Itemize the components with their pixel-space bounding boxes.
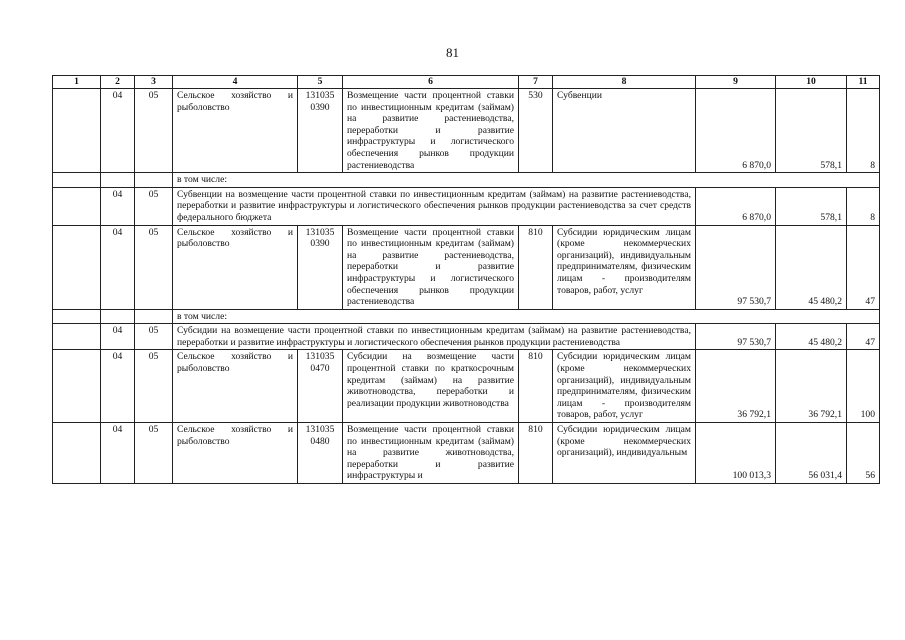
- section-name: Сельское хозяйство и рыболовство: [173, 350, 298, 423]
- planned-amount: 6 870,0: [696, 89, 776, 173]
- subsection-code: 05: [135, 225, 173, 309]
- executed-amount: 578,1: [776, 89, 847, 173]
- planned-amount: 36 792,1: [696, 350, 776, 423]
- section-name: Сельское хозяйство и рыболовство: [173, 225, 298, 309]
- expense-type-code: 810: [519, 350, 553, 423]
- section-code: 04: [101, 324, 135, 350]
- section-name: Сельское хозяйство и рыболовство: [173, 423, 298, 484]
- expense-type-name: Субвенции: [553, 89, 696, 173]
- executed-amount: 45 480,2: [776, 324, 847, 350]
- column-header: 4: [173, 76, 298, 89]
- executed-amount: 56 031,4: [776, 423, 847, 484]
- including-row: [53, 173, 880, 188]
- planned-amount: 6 870,0: [696, 187, 776, 225]
- column-header: 2: [101, 76, 135, 89]
- subsection-code: 05: [135, 350, 173, 423]
- executed-amount: 578,1: [776, 187, 847, 225]
- column-header: 11: [847, 76, 880, 89]
- including-label: в том числе:: [173, 173, 880, 188]
- section-code: 04: [101, 187, 135, 225]
- planned-amount: 100 013,3: [696, 423, 776, 484]
- column-header: 10: [776, 76, 847, 89]
- column-header: 1: [53, 76, 101, 89]
- planned-amount: 97 530,7: [696, 324, 776, 350]
- execution-percent: 47: [847, 225, 880, 309]
- section-name: Сельское хозяйство и рыболовство: [173, 89, 298, 173]
- planned-amount: 97 530,7: [696, 225, 776, 309]
- execution-percent: 47: [847, 324, 880, 350]
- budget-table: [52, 75, 880, 484]
- execution-percent: 8: [847, 89, 880, 173]
- detail-description: Субсидии на возмещение части процентной ставки по инвестиционным кредитам (займам) на развитие растениеводства, переработки и развитие инфраструктуры и логистического обеспечения рынков продукции растениеводства: [173, 324, 696, 350]
- subsection-code: 05: [135, 89, 173, 173]
- table-row: [53, 350, 880, 423]
- column-header: 5: [298, 76, 343, 89]
- expense-type-name: Субсидии юридическим лицам (кроме некоммерческих организаций), индивидуальным: [553, 423, 696, 484]
- table-row: [53, 225, 880, 309]
- expense-type-name: Субсидии юридическим лицам (кроме некоммерческих организаций), индивидуальным предпринимателям, физическим лицам - производителям товаров, работ, услуг: [553, 350, 696, 423]
- including-label: в том числе:: [173, 309, 880, 324]
- page-number: 81: [446, 45, 459, 60]
- column-header: 6: [343, 76, 519, 89]
- section-code: 04: [101, 89, 135, 173]
- section-code: 04: [101, 225, 135, 309]
- target-article-code: 131035 0390: [298, 89, 343, 173]
- subsection-code: 05: [135, 423, 173, 484]
- execution-percent: 8: [847, 187, 880, 225]
- target-article-code: 131035 0390: [298, 225, 343, 309]
- table-row: [53, 187, 880, 225]
- column-header: 8: [553, 76, 696, 89]
- table-header-row: [53, 76, 880, 89]
- target-article-name: Возмещение части процентной ставки по инвестиционным кредитам (займам) на развитие растениеводства, переработки и развитие инфраструктуры и логистического обеспечения рынков продукции растениеводства: [343, 89, 519, 173]
- table-row: [53, 89, 880, 173]
- target-article-name: Возмещение части процентной ставки по инвестиционным кредитам (займам) на развитие животноводства, переработки и развитие инфраструктуры и: [343, 423, 519, 484]
- section-code: 04: [101, 423, 135, 484]
- expense-type-name: Субсидии юридическим лицам (кроме некоммерческих организаций), индивидуальным предпринимателям, физическим лицам - производителям товаров, работ, услуг: [553, 225, 696, 309]
- expense-type-code: 810: [519, 225, 553, 309]
- target-article-name: Субсидии на возмещение части процентной ставки по краткосрочным кредитам (займам) на развитие животноводства, переработки и реализации продукции животноводства: [343, 350, 519, 423]
- execution-percent: 100: [847, 350, 880, 423]
- detail-description: Субвенции на возмещение части процентной ставки по инвестиционным кредитам (займам) на развитие растениеводства, переработки и развитие инфраструктуры и логистического обеспечения рынков продукции растениеводства за счет средств федерального бюджета: [173, 187, 696, 225]
- target-article-code: 131035 0480: [298, 423, 343, 484]
- table-row: [53, 324, 880, 350]
- section-code: 04: [101, 350, 135, 423]
- column-header: 9: [696, 76, 776, 89]
- execution-percent: 56: [847, 423, 880, 484]
- expense-type-code: 810: [519, 423, 553, 484]
- subsection-code: 05: [135, 324, 173, 350]
- column-header: 7: [519, 76, 553, 89]
- target-article-code: 131035 0470: [298, 350, 343, 423]
- target-article-name: Возмещение части процентной ставки по инвестиционным кредитам (займам) на развитие растениеводства, переработки и развитие инфраструктуры и логистического обеспечения рынков продукции растениеводства: [343, 225, 519, 309]
- executed-amount: 45 480,2: [776, 225, 847, 309]
- expense-type-code: 530: [519, 89, 553, 173]
- executed-amount: 36 792,1: [776, 350, 847, 423]
- including-row: [53, 309, 880, 324]
- column-header: 3: [135, 76, 173, 89]
- subsection-code: 05: [135, 187, 173, 225]
- table-row: [53, 423, 880, 484]
